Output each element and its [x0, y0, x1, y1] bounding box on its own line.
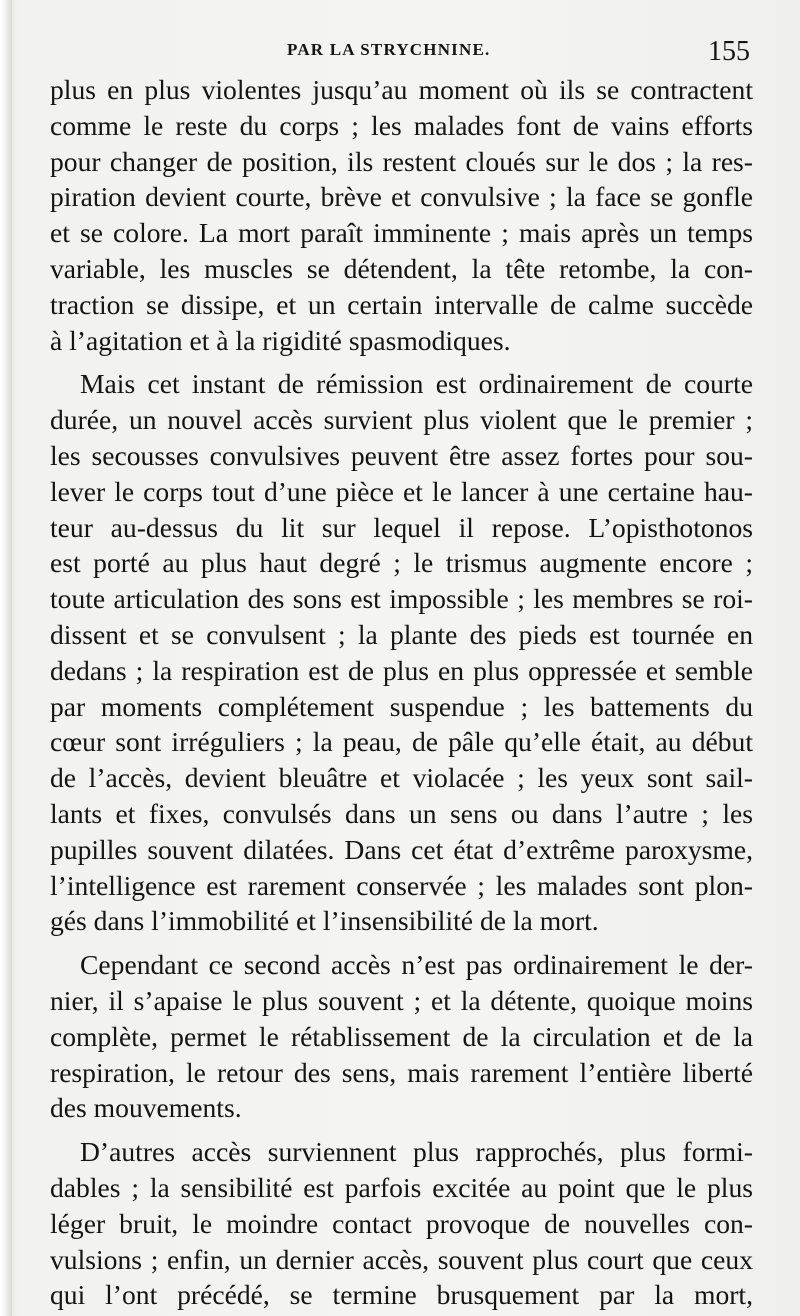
paragraph: [50, 1134, 753, 1313]
text-line: pour changer de position, ils restent cloués sur le dos ; la res-: [50, 145, 753, 177]
text-line: D’autres accès surviennent plus rapprochés, plus formi-: [80, 1136, 753, 1168]
text-line: dissent et se convulsent ; la plante des pieds est tournée en: [50, 618, 753, 650]
paragraph: [50, 366, 753, 939]
text-line: nier, il s’apaise le plus souvent ; et la détente, quoique moins: [50, 984, 753, 1016]
text-line: qui l’ont précédé, se termine brusquement par la mort,: [50, 1279, 753, 1311]
text-line: respiration, le retour des sens, mais rarement l’entière liberté: [50, 1056, 753, 1088]
page-number: 155: [708, 36, 750, 67]
text-line: les secousses convulsives peuvent être assez fortes pour sou-: [50, 439, 753, 471]
text-line: toute articulation des sons est impossible ; les membres se roi-: [50, 583, 753, 615]
text-line: lants et fixes, convulsés dans un sens ou dans l’autre ; les: [50, 797, 753, 829]
page-edge: [0, 0, 12, 1316]
text-line: Cependant ce second accès n’est pas ordinairement le der-: [80, 949, 753, 981]
paragraph-gap: [50, 1126, 753, 1134]
text-line: des mouvements.: [50, 1092, 242, 1124]
text-line: complète, permet le rétablissement de la circulation et de la: [50, 1020, 753, 1052]
text-line: teur au-dessus du lit sur lequel il repose. L’opisthotonos: [50, 511, 753, 543]
text-line: pupilles souvent dilatées. Dans cet état d’extrême paroxysme,: [50, 833, 753, 865]
text-line: piration devient courte, brève et convulsive ; la face se gonfle: [50, 181, 753, 213]
text-line: léger bruit, le moindre contact provoque de nouvelles con-: [50, 1207, 753, 1239]
paragraph-gap: [50, 939, 753, 947]
text-line: de l’accès, devient bleuâtre et violacée ; les yeux sont sail-: [50, 762, 753, 794]
text-line: vulsions ; enfin, un dernier accès, souvent plus court que ceux: [50, 1243, 753, 1275]
text-line: gés dans l’immobilité et l’insensibilité de la mort.: [50, 905, 599, 937]
text-line: à l’agitation et à la rigidité spasmodiques.: [50, 324, 511, 356]
text-line: dedans ; la respiration est de plus en plus oppressée et semble: [50, 654, 753, 686]
running-head: PAR LA STRYCHNINE.: [287, 40, 491, 59]
text-line: lever le corps tout d’une pièce et le lancer à une certaine hau-: [50, 475, 753, 507]
text-line: par moments complétement suspendue ; les battements du: [50, 690, 753, 722]
page-header: [0, 38, 800, 72]
text-line: dables ; la sensibilité est parfois excitée au point que le plus: [50, 1171, 753, 1203]
paragraph: [50, 947, 753, 1126]
paragraph-gap: [50, 358, 753, 366]
text-line: plus en plus violentes jusqu’au moment où ils se contractent: [50, 74, 753, 105]
text-line: l’intelligence est rarement conservée ; les malades sont plon-: [50, 869, 753, 901]
text-line: Mais cet instant de rémission est ordinairement de courte: [80, 368, 753, 400]
paragraph: [50, 72, 753, 358]
text-line: durée, un nouvel accès survient plus violent que le premier ;: [50, 404, 753, 436]
text-line: cœur sont irréguliers ; la peau, de pâle qu’elle était, au début: [50, 726, 753, 758]
text-line: traction se dissipe, et un certain intervalle de calme succède: [50, 288, 753, 320]
text-line: et se colore. La mort paraît imminente ; mais après un temps: [50, 217, 753, 249]
text-line: est porté au plus haut degré ; le trismus augmente encore ;: [50, 547, 753, 579]
text-line: variable, les muscles se détendent, la tête retombe, la con-: [50, 252, 753, 284]
body-text: [50, 72, 753, 1313]
text-line: comme le reste du corps ; les malades font de vains efforts: [50, 109, 753, 141]
